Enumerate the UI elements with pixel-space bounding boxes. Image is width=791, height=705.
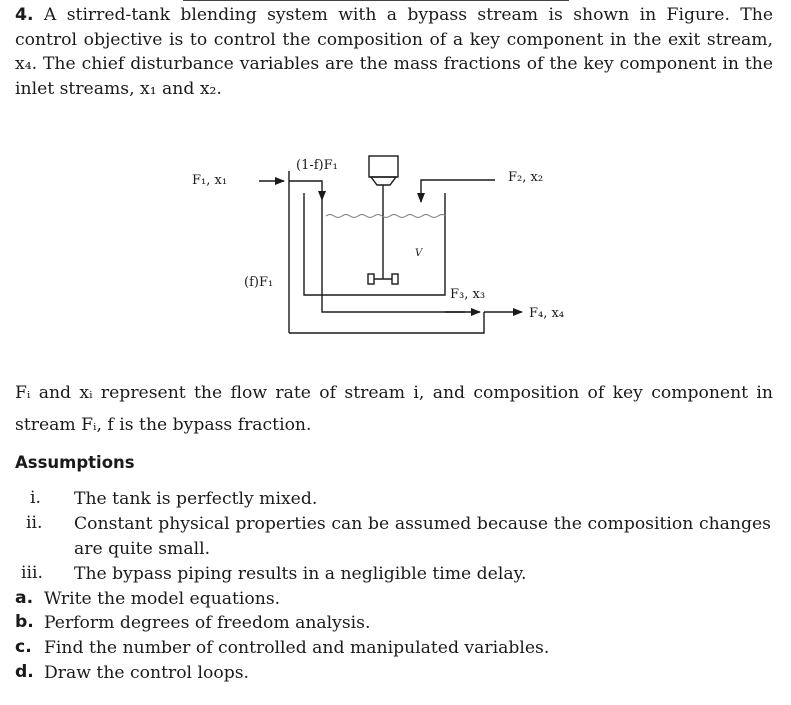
task-d-text: Draw the control loops.: [44, 663, 249, 683]
problem-number: 4.: [15, 5, 34, 25]
task-a-letter: a.: [15, 588, 34, 608]
task-b-text: Perform degrees of freedom analysis.: [44, 613, 371, 633]
task-d-letter: d.: [15, 662, 34, 682]
label-f2-x2: F₂, x₂: [508, 170, 544, 185]
f2-inlet-pipe: [421, 180, 495, 198]
definition-text: Fᵢ and xᵢ represent the flow rate of stream i, and composition of key component in stream Fᵢ, f is the bypass fraction.: [15, 383, 773, 435]
assumption-1-num: i.: [30, 488, 41, 508]
impeller-right: [392, 274, 398, 284]
assumption-2-text: Constant physical properties can be assumed because the composition changes are quite small.: [74, 514, 771, 559]
label-f1-x1: F₁, x₁: [192, 173, 228, 188]
impeller-left: [368, 274, 374, 284]
task-a-text: Write the model equations.: [44, 589, 281, 609]
assumption-1-text: The tank is perfectly mixed.: [74, 489, 318, 509]
main-feed-pipe: [289, 181, 322, 198]
assumption-3-text: The bypass piping results in a negligible time delay.: [74, 564, 527, 584]
bypass-pipe: [289, 312, 484, 333]
problem-intro: A stirred-tank blending system with a bypass stream is shown in Figure. The control objective is to control the composition of a key component in the exit stream, x₄. The chief disturbance variables are the mass fractions of the key component in the inlet streams, x₁ and x₂.: [15, 5, 774, 99]
task-b-letter: b.: [15, 612, 34, 632]
task-c-text: Find the number of controlled and manipulated variables.: [44, 638, 550, 658]
assumption-3-num: iii.: [21, 563, 43, 583]
assumptions-heading: Assumptions: [15, 453, 135, 472]
assumption-2-num: ii.: [26, 513, 43, 533]
label-f3-x3: F₃, x₃: [450, 287, 486, 302]
stirrer-motor: [369, 156, 398, 177]
label-bypass-complement: (1-f)F₁: [296, 158, 338, 173]
label-volume: V: [415, 248, 423, 259]
label-f4-x4: F₄, x₄: [529, 306, 565, 321]
label-bypass-flow: (f)F₁: [244, 275, 274, 290]
task-c-letter: c.: [15, 637, 32, 657]
liquid-level: [326, 215, 446, 218]
